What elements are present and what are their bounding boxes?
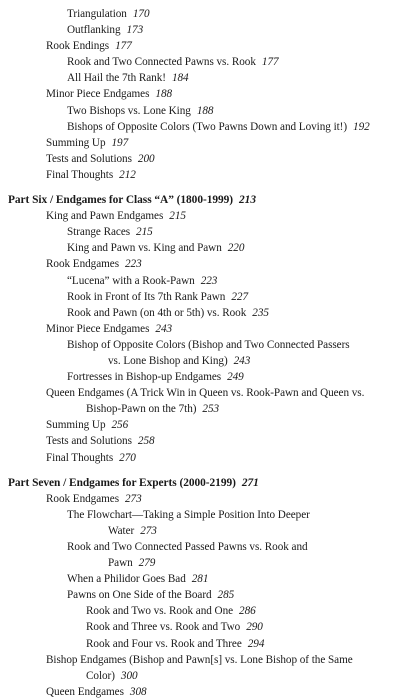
toc-entry — [0, 619, 416, 635]
page-number: 223 — [200, 274, 218, 287]
toc-entry — [0, 668, 416, 684]
entry-title: Two Bishops vs. Lone King — [67, 104, 191, 117]
page-number: 177 — [261, 56, 279, 69]
page-number: 184 — [171, 72, 189, 85]
page-number: 170 — [132, 8, 150, 20]
page-number: 279 — [138, 557, 156, 570]
entry-title: Fortresses in Bishop-up Endgames — [67, 371, 222, 384]
entry-title: Bishops of Opposite Colors (Two Pawns Down and Loving it!) — [67, 120, 348, 133]
page-number: 177 — [115, 40, 132, 53]
entry-title: All Hail the 7th Rank! — [67, 72, 166, 85]
page-number: 223 — [125, 258, 142, 271]
part-heading — [0, 192, 416, 208]
entry-title: Rook and Two Connected Passed Pawns vs. Rook and — [67, 541, 308, 553]
page-number: 290 — [246, 621, 263, 634]
entry-title: Rook and Four vs. Rook and Three — [86, 637, 242, 650]
entry-title: Minor Piece Endgames — [46, 88, 150, 101]
page-number: 197 — [111, 136, 129, 149]
entry-title: King and Pawn Endgames — [46, 210, 164, 223]
page-number: 271 — [241, 476, 259, 489]
entry-title: Water — [108, 524, 135, 537]
entry-title: Minor Piece Endgames — [46, 322, 150, 335]
page-number: 200 — [137, 152, 155, 165]
toc-entry — [0, 353, 416, 369]
page-number: 220 — [227, 242, 245, 255]
page-number: 286 — [239, 605, 256, 618]
toc-entry — [0, 54, 416, 70]
page-number: 212 — [119, 168, 136, 181]
toc-entry — [0, 539, 416, 555]
toc-entry — [0, 369, 416, 385]
entry-title: Bishop of Opposite Colors (Bishop and Two Connected Passers — [67, 338, 350, 351]
toc-entry — [0, 86, 416, 102]
entry-title: King and Pawn vs. King and Pawn — [67, 242, 222, 255]
toc-entry — [0, 652, 416, 668]
entry-title: Rook Endgames — [46, 492, 119, 505]
entry-title: Rook and Three vs. Rook and Two — [86, 621, 241, 634]
page-number: 243 — [155, 322, 173, 335]
toc-entry — [0, 289, 416, 305]
toc-entry — [0, 433, 416, 449]
toc-entry — [0, 151, 416, 167]
page-number: 215 — [169, 210, 186, 223]
page-number: 188 — [155, 88, 173, 101]
toc-entry — [0, 240, 416, 256]
toc-entry — [0, 555, 416, 571]
entry-title: Final Thoughts — [46, 168, 114, 181]
page-number: 273 — [140, 524, 157, 537]
page-number: 188 — [196, 104, 214, 117]
toc-entry — [0, 38, 416, 54]
page-number: 273 — [125, 492, 142, 505]
page-number: 192 — [353, 120, 370, 133]
entry-title: Strange Races — [67, 226, 131, 239]
entry-title: “Lucena” with a Rook-Pawn — [67, 274, 195, 287]
page-number: 281 — [191, 573, 209, 586]
entry-title: Rook in Front of Its 7th Rank Pawn — [67, 290, 226, 303]
entry-title: Part Seven / Endgames for Experts (2000-2199) — [8, 476, 236, 489]
entry-title: When a Philidor Goes Bad — [67, 573, 186, 586]
toc-entry — [0, 167, 416, 183]
page-number: 294 — [247, 637, 265, 650]
entry-title: Summing Up — [46, 136, 106, 149]
toc-entry — [0, 507, 416, 523]
page-number: 308 — [129, 685, 147, 698]
page-number: 173 — [126, 24, 144, 37]
entry-title: Pawn — [108, 557, 133, 570]
page-number: 249 — [227, 371, 244, 384]
toc-entry — [0, 337, 416, 353]
entry-title: Queen Endgames (A Trick Win in Queen vs. Rook-Pawn and Queen vs. — [46, 387, 365, 400]
entry-title: Triangulation — [67, 8, 127, 20]
entry-title: Rook Endgames — [46, 258, 119, 271]
entry-title: Queen Endgames — [46, 685, 124, 698]
entry-title: Part Six / Endgames for Class “A” (1800-1999) — [8, 194, 234, 207]
toc-entry — [0, 70, 416, 86]
entry-title: Outflanking — [67, 24, 121, 37]
part-heading — [0, 475, 416, 491]
toc-entry — [0, 385, 416, 401]
page-number: 213 — [239, 194, 256, 207]
toc-entry — [0, 491, 416, 507]
entry-title: Color) — [86, 669, 115, 682]
toc-entry — [0, 401, 416, 417]
toc-entry — [0, 135, 416, 151]
toc-entry — [0, 587, 416, 603]
toc-entry — [0, 603, 416, 619]
page-number: 235 — [252, 306, 269, 319]
page-number: 243 — [233, 354, 251, 367]
toc-entry — [0, 119, 416, 135]
toc-entry — [0, 523, 416, 539]
page-number: 227 — [231, 290, 248, 303]
entry-title: Final Thoughts — [46, 451, 114, 464]
page-number: 270 — [119, 451, 136, 464]
page-number: 256 — [111, 419, 129, 432]
toc-entry — [0, 103, 416, 119]
entry-title: The Flowchart—Taking a Simple Position Into Deeper — [67, 508, 310, 521]
entry-title: Bishop Endgames (Bishop and Pawn[s] vs. Lone Bishop of the Same — [46, 653, 353, 666]
page-number: 285 — [217, 589, 235, 602]
entry-title: Rook and Pawn (on 4th or 5th) vs. Rook — [67, 306, 247, 319]
page-number: 253 — [202, 403, 220, 416]
entry-title: Pawns on One Side of the Board — [67, 589, 212, 602]
toc-entry — [0, 636, 416, 652]
entry-title: Tests and Solutions — [46, 435, 132, 448]
toc-entry — [0, 450, 416, 466]
table-of-contents — [0, 6, 416, 700]
toc-entry — [0, 417, 416, 433]
page-number: 300 — [120, 669, 138, 682]
toc-entry — [0, 273, 416, 289]
entry-title: Bishop-Pawn on the 7th) — [86, 403, 197, 416]
page-number: 215 — [136, 226, 153, 239]
entry-title: Tests and Solutions — [46, 152, 132, 165]
toc-entry — [0, 305, 416, 321]
entry-title: vs. Lone Bishop and King) — [108, 354, 228, 367]
toc-entry — [0, 208, 416, 224]
toc-entry — [0, 571, 416, 587]
page-number: 258 — [137, 435, 155, 448]
entry-title: Summing Up — [46, 419, 106, 432]
toc-entry — [0, 22, 416, 38]
entry-title: Rook Endings — [46, 40, 110, 53]
toc-entry — [0, 224, 416, 240]
entry-title: Rook and Two vs. Rook and One — [86, 605, 234, 618]
entry-title: Rook and Two Connected Pawns vs. Rook — [67, 56, 256, 69]
toc-entry — [0, 256, 416, 272]
toc-entry — [0, 6, 416, 22]
toc-entry — [0, 321, 416, 337]
